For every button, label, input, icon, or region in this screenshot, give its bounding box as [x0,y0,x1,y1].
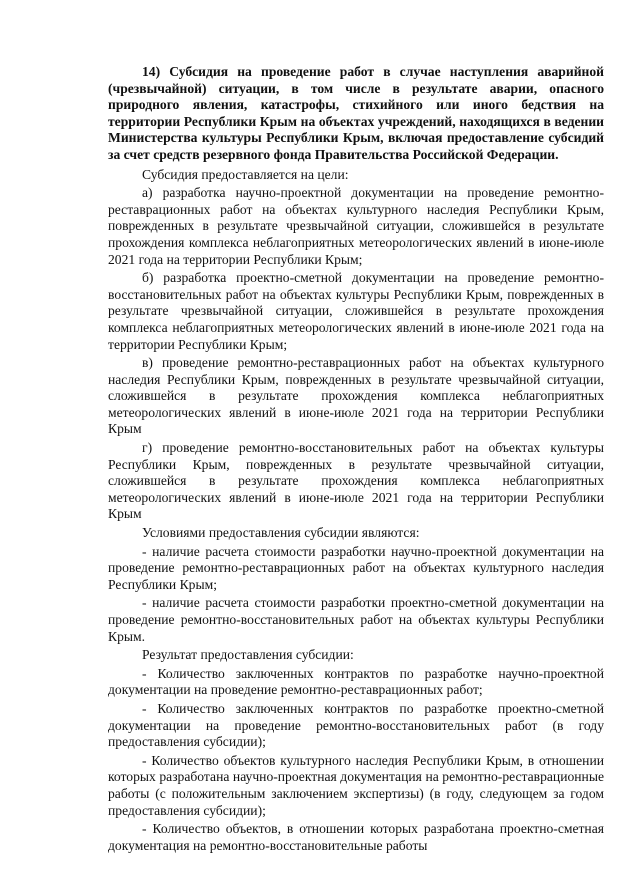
paragraph-item-b: б) разработка проектно-сметной документации на проведение ремонтно-восстановительных работ на объектах культуры Республики Крым, поврежденных в результате чрезвычайной ситуации, сложившейся в результате прохождения комплекса неблагоприятных метеорологических явлений в июне-июле 2021 года на территории Республики Крым; [108,270,604,352]
paragraph-item-v: в) проведение ремонтно-реставрационных работ на объектах культурного наследия Республики Крым, поврежденных в результате чрезвычайной ситуации, сложившейся в результате прохождения комплекса неблагоприятных метеорологических явлений в июне-июле 2021 года на территории Республики Крым [108,355,604,437]
paragraph-intro: Субсидия предоставляется на цели: [142,166,349,182]
paragraph-item-a: а) разработка научно-проектной документации на проведение ремонтно-реставрационных работ на объектах культурного наследия Республики Крым, поврежденных в результате чрезвычайной ситуации, сложившейся в результате прохождения комплекса неблагоприятных метеорологических явлений в июне-июле 2021 года на территории Республики Крым; [108,185,604,267]
paragraph-result-1: - Количество заключенных контрактов по разработке научно-проектной документации на проведение ремонтно-реставрационных работ; [108,665,604,698]
section-heading: 14) Субсидия на проведение работ в случае наступления аварийной (чрезвычайной) ситуации, в том числе в результате аварии, опасного природного явления, катастрофы, стихийного или иного бедствия на территории Республики Крым на объектах учреждений, находящихся в ведении Министерства культуры Республики Крым, включая предоставление субсидий за счет средств резервного фонда Правительства Российской Федерации. [108,64,604,162]
paragraph-result-2: - Количество заключенных контрактов по разработке проектно-сметной документации на проведение ремонтно-восстановительных работ (в году предоставления субсидии); [108,700,604,750]
paragraph-item-g: г) проведение ремонтно-восстановительных работ на объектах культуры Республики Крым, поврежденных в результате чрезвычайной ситуации, сложившейся в результате прохождения комплекса неблагоприятных метеорологических явлений в июне-июле 2021 года на территории Республики Крым [108,440,604,522]
paragraph-condition-1: - наличие расчета стоимости разработки научно-проектной документации на проведение ремонтно-реставрационных работ на объектах культурного наследия Республики Крым; [108,543,604,592]
paragraph-condition-2: - наличие расчета стоимости разработки проектно-сметной документации на проведение ремонтно-восстановительных работ на объектах культуры Республики Крым. [108,595,604,644]
paragraph-conditions-title: Условиями предоставления субсидии являются: [142,525,420,541]
paragraph-result-3: - Количество объектов культурного наследия Республики Крым, в отношении которых разработана научно-проектная документация на ремонтно-реставрационные работы (с положительным заключением экспертизы) (в году, следующем за годом предоставления субсидии); [108,752,604,818]
paragraph-results-title: Результат предоставления субсидии: [142,647,354,663]
paragraph-result-4: - Количество объектов, в отношении которых разработана проектно-сметная документация на ремонтно-восстановительные работы [108,821,604,853]
